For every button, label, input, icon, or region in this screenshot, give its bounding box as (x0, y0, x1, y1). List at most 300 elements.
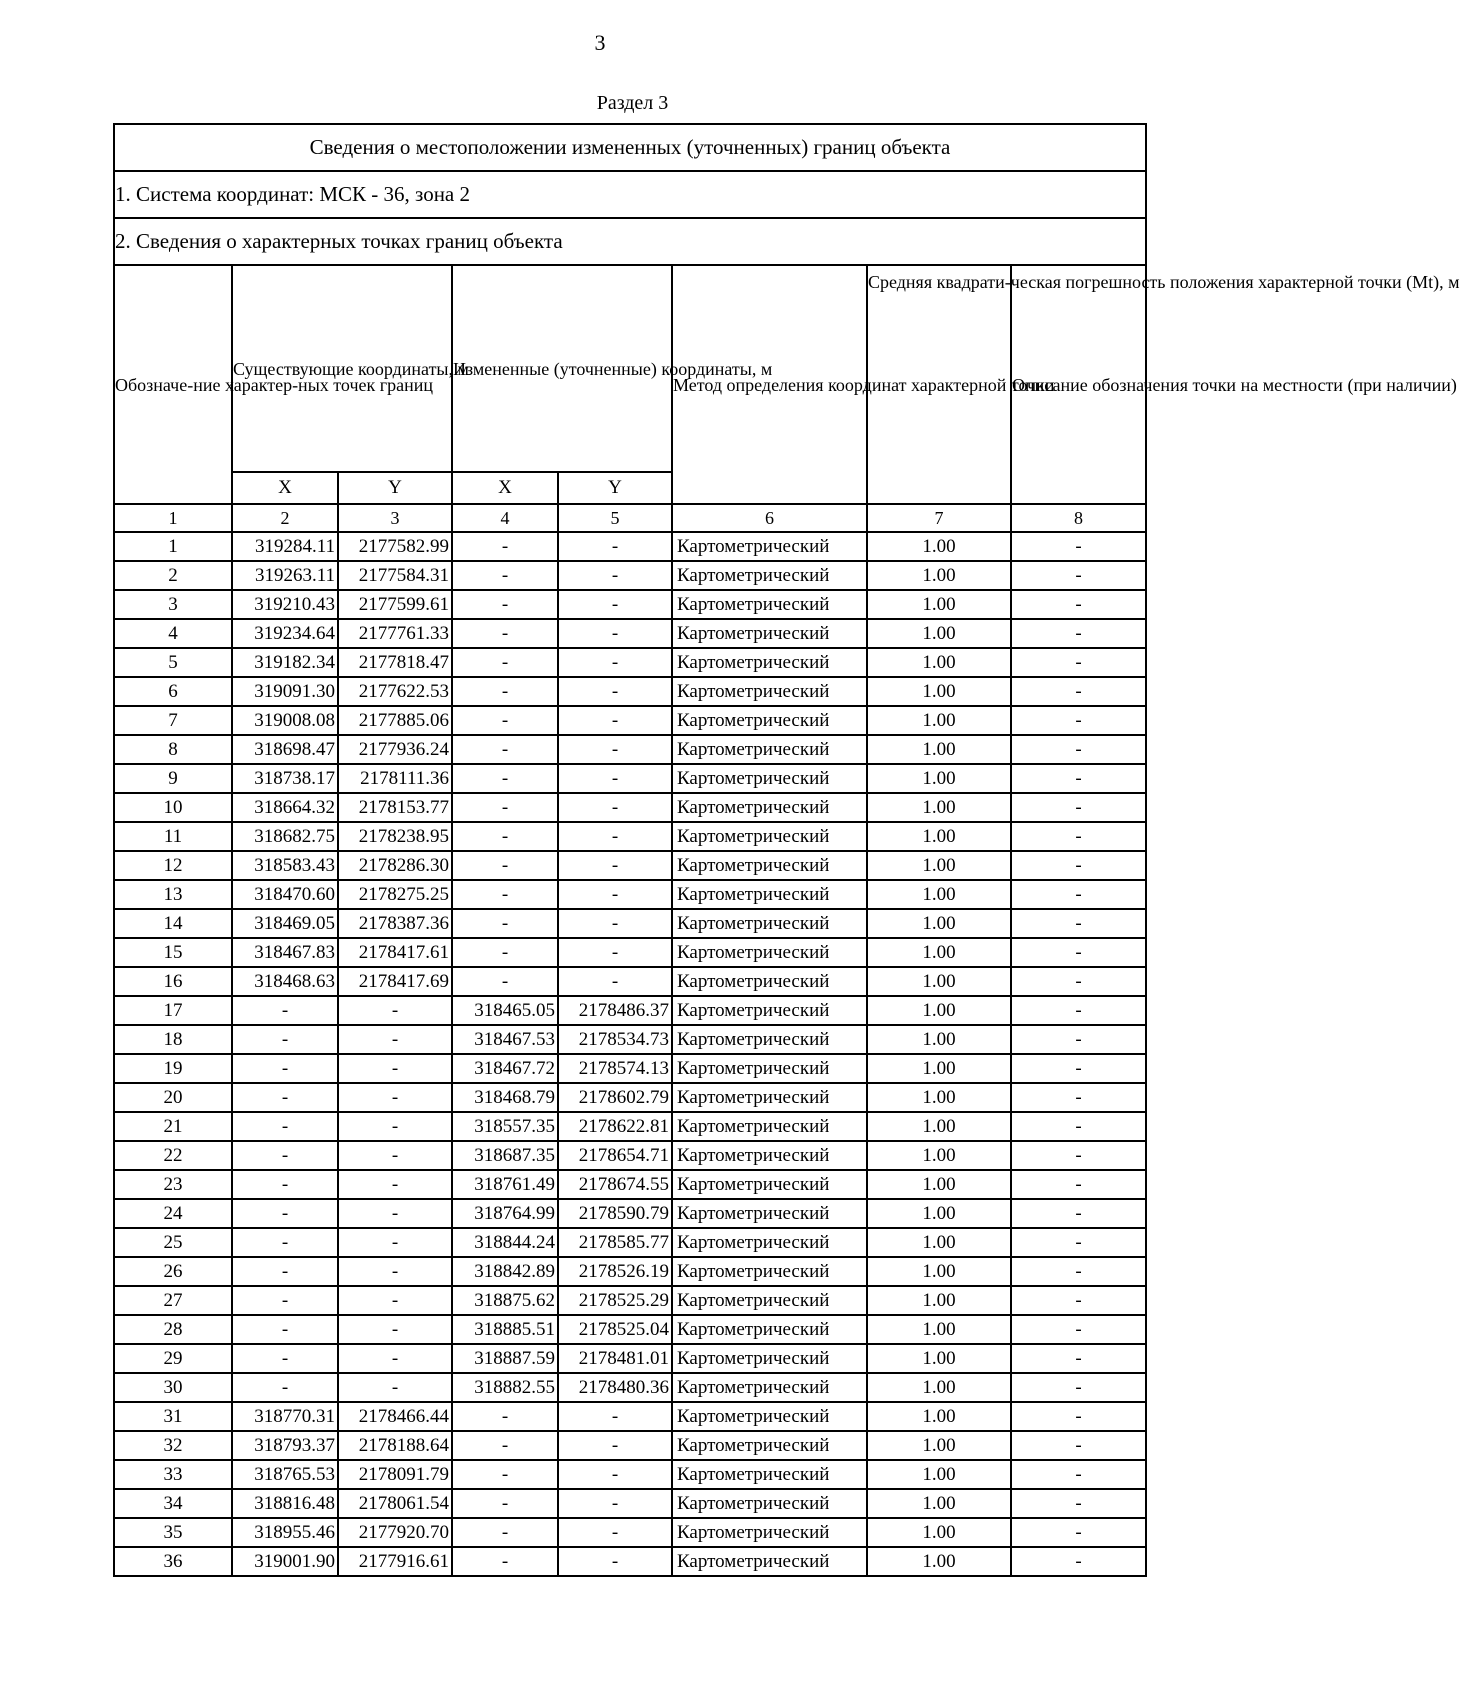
changed-x: - (452, 880, 558, 909)
table-row (114, 1518, 1146, 1547)
table-row (114, 1141, 1146, 1170)
point-number: 35 (114, 1518, 232, 1547)
point-number: 6 (114, 677, 232, 706)
changed-y: - (558, 648, 672, 677)
column-number: 3 (338, 504, 452, 532)
changed-x: - (452, 1547, 558, 1576)
changed-x: - (452, 532, 558, 561)
point-number: 32 (114, 1431, 232, 1460)
existing-x: 318470.60 (232, 880, 338, 909)
method: Картометрический (672, 1199, 867, 1228)
point-description: - (1011, 532, 1146, 561)
changed-y: 2178590.79 (558, 1199, 672, 1228)
point-number: 25 (114, 1228, 232, 1257)
changed-y: 2178526.19 (558, 1257, 672, 1286)
changed-y: - (558, 851, 672, 880)
changed-x: 318468.79 (452, 1083, 558, 1112)
existing-x: 319001.90 (232, 1547, 338, 1576)
point-description: - (1011, 677, 1146, 706)
mean-square-error: 1.00 (867, 851, 1011, 880)
point-number: 5 (114, 648, 232, 677)
point-number: 16 (114, 967, 232, 996)
existing-y: - (338, 1344, 452, 1373)
existing-y: - (338, 1025, 452, 1054)
changed-x: - (452, 793, 558, 822)
method: Картометрический (672, 1286, 867, 1315)
table-row (114, 996, 1146, 1025)
point-number: 1 (114, 532, 232, 561)
existing-x: 318467.83 (232, 938, 338, 967)
table-row (114, 880, 1146, 909)
mean-square-error: 1.00 (867, 880, 1011, 909)
existing-y: 2177916.61 (338, 1547, 452, 1576)
point-number: 18 (114, 1025, 232, 1054)
table-row (114, 1431, 1146, 1460)
method: Картометрический (672, 1141, 867, 1170)
point-number: 8 (114, 735, 232, 764)
point-number: 22 (114, 1141, 232, 1170)
changed-y: 2178525.29 (558, 1286, 672, 1315)
existing-y: - (338, 1315, 452, 1344)
changed-y: - (558, 619, 672, 648)
changed-x: - (452, 590, 558, 619)
existing-x: 318682.75 (232, 822, 338, 851)
existing-y: - (338, 1141, 452, 1170)
method: Картометрический (672, 1315, 867, 1344)
point-description: - (1011, 880, 1146, 909)
method: Картометрический (672, 706, 867, 735)
changed-x: - (452, 1402, 558, 1431)
changed-y: 2178480.36 (558, 1373, 672, 1402)
point-description: - (1011, 764, 1146, 793)
header-changed-y: Y (558, 472, 672, 504)
mean-square-error: 1.00 (867, 648, 1011, 677)
point-number: 13 (114, 880, 232, 909)
changed-x: 318467.72 (452, 1054, 558, 1083)
existing-x: - (232, 1373, 338, 1402)
existing-x: - (232, 1199, 338, 1228)
column-number: 1 (114, 504, 232, 532)
point-description: - (1011, 1373, 1146, 1402)
mean-square-error: 1.00 (867, 793, 1011, 822)
point-number: 27 (114, 1286, 232, 1315)
existing-y: 2177584.31 (338, 561, 452, 590)
method: Картометрический (672, 764, 867, 793)
changed-x: 318764.99 (452, 1199, 558, 1228)
method: Картометрический (672, 1460, 867, 1489)
changed-x: 318467.53 (452, 1025, 558, 1054)
existing-y: 2178091.79 (338, 1460, 452, 1489)
header-existing-coordinates: Существующие координаты, м (232, 265, 452, 472)
changed-y: - (558, 967, 672, 996)
changed-x: - (452, 967, 558, 996)
column-number: 2 (232, 504, 338, 532)
table-title: Сведения о местоположении измененных (уточненных) границ объекта (114, 124, 1146, 171)
mean-square-error: 1.00 (867, 1489, 1011, 1518)
existing-x: - (232, 1344, 338, 1373)
point-description: - (1011, 822, 1146, 851)
method: Картометрический (672, 1257, 867, 1286)
point-number: 3 (114, 590, 232, 619)
mean-square-error: 1.00 (867, 938, 1011, 967)
table-row (114, 1228, 1146, 1257)
header-mean-square-error: Средняя квадрати-ческая погрешность положения характерной точки (Mt), м (867, 265, 1011, 504)
point-description: - (1011, 1112, 1146, 1141)
mean-square-error: 1.00 (867, 1518, 1011, 1547)
changed-y: - (558, 1431, 672, 1460)
changed-y: - (558, 532, 672, 561)
existing-y: 2177599.61 (338, 590, 452, 619)
changed-x: - (452, 909, 558, 938)
coordinate-system: 1. Система координат: МСК - 36, зона 2 (114, 171, 1146, 218)
existing-y: 2177936.24 (338, 735, 452, 764)
changed-x: - (452, 938, 558, 967)
existing-y: 2177582.99 (338, 532, 452, 561)
method: Картометрический (672, 996, 867, 1025)
existing-y: 2178153.77 (338, 793, 452, 822)
point-number: 24 (114, 1199, 232, 1228)
changed-x: - (452, 1518, 558, 1547)
header-changed-coordinates: Измененные (уточненные) координаты, м (452, 265, 672, 472)
point-number: 29 (114, 1344, 232, 1373)
header-changed-x: X (452, 472, 558, 504)
mean-square-error: 1.00 (867, 1228, 1011, 1257)
table-row (114, 735, 1146, 764)
method: Картометрический (672, 619, 867, 648)
table-row (114, 648, 1146, 677)
method: Картометрический (672, 1431, 867, 1460)
column-number: 5 (558, 504, 672, 532)
method: Картометрический (672, 822, 867, 851)
mean-square-error: 1.00 (867, 909, 1011, 938)
boundary-points-table (113, 123, 1460, 1577)
existing-x: 318765.53 (232, 1460, 338, 1489)
points-heading: 2. Сведения о характерных точках границ объекта (114, 218, 1146, 265)
point-description: - (1011, 1228, 1146, 1257)
point-description: - (1011, 909, 1146, 938)
point-description: - (1011, 1054, 1146, 1083)
point-number: 21 (114, 1112, 232, 1141)
existing-x: 319210.43 (232, 590, 338, 619)
changed-y: 2178574.13 (558, 1054, 672, 1083)
table-row (114, 1373, 1146, 1402)
changed-x: - (452, 1431, 558, 1460)
existing-x: - (232, 1112, 338, 1141)
table-row (114, 1199, 1146, 1228)
changed-y: - (558, 706, 672, 735)
method: Картометрический (672, 938, 867, 967)
mean-square-error: 1.00 (867, 677, 1011, 706)
existing-y: - (338, 1257, 452, 1286)
table-row (114, 619, 1146, 648)
point-description: - (1011, 1286, 1146, 1315)
method: Картометрический (672, 1083, 867, 1112)
table-body (114, 532, 1146, 1576)
table-row (114, 1083, 1146, 1112)
point-description: - (1011, 1025, 1146, 1054)
table-row (114, 938, 1146, 967)
changed-y: - (558, 793, 672, 822)
point-description: - (1011, 590, 1146, 619)
existing-y: 2178466.44 (338, 1402, 452, 1431)
point-number: 23 (114, 1170, 232, 1199)
changed-y: 2178674.55 (558, 1170, 672, 1199)
changed-x: 318687.35 (452, 1141, 558, 1170)
changed-y: - (558, 1547, 672, 1576)
table-row (114, 967, 1146, 996)
point-description: - (1011, 648, 1146, 677)
changed-y: - (558, 938, 672, 967)
point-description: - (1011, 735, 1146, 764)
existing-y: - (338, 1373, 452, 1402)
point-description: - (1011, 1257, 1146, 1286)
point-number: 9 (114, 764, 232, 793)
changed-y: 2178622.81 (558, 1112, 672, 1141)
existing-x: - (232, 1141, 338, 1170)
mean-square-error: 1.00 (867, 1431, 1011, 1460)
mean-square-error: 1.00 (867, 1547, 1011, 1576)
method: Картометрический (672, 880, 867, 909)
point-number: 10 (114, 793, 232, 822)
point-description: - (1011, 1402, 1146, 1431)
point-description: - (1011, 1431, 1146, 1460)
existing-x: - (232, 1083, 338, 1112)
changed-x: - (452, 1489, 558, 1518)
existing-x: 319008.08 (232, 706, 338, 735)
point-description: - (1011, 1489, 1146, 1518)
changed-x: 318875.62 (452, 1286, 558, 1315)
point-number: 36 (114, 1547, 232, 1576)
table-row (114, 532, 1146, 561)
mean-square-error: 1.00 (867, 1286, 1011, 1315)
existing-x: 318816.48 (232, 1489, 338, 1518)
changed-y: - (558, 1402, 672, 1431)
column-numbers-row (114, 504, 1146, 532)
changed-y: 2178654.71 (558, 1141, 672, 1170)
changed-y: 2178486.37 (558, 996, 672, 1025)
existing-y: 2177885.06 (338, 706, 452, 735)
mean-square-error: 1.00 (867, 619, 1011, 648)
table-row (114, 851, 1146, 880)
existing-y: - (338, 1112, 452, 1141)
mean-square-error: 1.00 (867, 1402, 1011, 1431)
existing-x: 318738.17 (232, 764, 338, 793)
existing-y: - (338, 1286, 452, 1315)
method: Картометрический (672, 648, 867, 677)
mean-square-error: 1.00 (867, 1460, 1011, 1489)
existing-x: - (232, 1054, 338, 1083)
point-number: 7 (114, 706, 232, 735)
table-row (114, 1025, 1146, 1054)
changed-y: - (558, 764, 672, 793)
table-row (114, 1054, 1146, 1083)
existing-x: 318583.43 (232, 851, 338, 880)
point-number: 19 (114, 1054, 232, 1083)
existing-x: 319284.11 (232, 532, 338, 561)
method: Картометрический (672, 590, 867, 619)
table-row (114, 1402, 1146, 1431)
existing-y: 2178417.61 (338, 938, 452, 967)
method: Картометрический (672, 1054, 867, 1083)
mean-square-error: 1.00 (867, 822, 1011, 851)
point-description: - (1011, 706, 1146, 735)
existing-y: 2177622.53 (338, 677, 452, 706)
existing-y: 2178111.36 (338, 764, 452, 793)
point-number: 2 (114, 561, 232, 590)
mean-square-error: 1.00 (867, 532, 1011, 561)
existing-y: 2178188.64 (338, 1431, 452, 1460)
changed-y: - (558, 677, 672, 706)
point-description: - (1011, 1141, 1146, 1170)
changed-x: 318842.89 (452, 1257, 558, 1286)
changed-y: 2178585.77 (558, 1228, 672, 1257)
mean-square-error: 1.00 (867, 1083, 1011, 1112)
changed-x: - (452, 764, 558, 793)
mean-square-error: 1.00 (867, 1112, 1011, 1141)
existing-x: 319182.34 (232, 648, 338, 677)
method: Картометрический (672, 1489, 867, 1518)
changed-x: - (452, 677, 558, 706)
mean-square-error: 1.00 (867, 1315, 1011, 1344)
existing-y: 2177761.33 (338, 619, 452, 648)
table-row (114, 1112, 1146, 1141)
column-number: 6 (672, 504, 867, 532)
point-number: 11 (114, 822, 232, 851)
header-existing-y: Y (338, 472, 452, 504)
section-title: Раздел 3 (596, 92, 669, 114)
existing-x: - (232, 1228, 338, 1257)
changed-x: 318844.24 (452, 1228, 558, 1257)
changed-x: 318885.51 (452, 1315, 558, 1344)
existing-x: - (232, 1286, 338, 1315)
point-description: - (1011, 561, 1146, 590)
point-number: 30 (114, 1373, 232, 1402)
point-number: 4 (114, 619, 232, 648)
changed-x: - (452, 561, 558, 590)
method: Картометрический (672, 1112, 867, 1141)
table-row (114, 793, 1146, 822)
mean-square-error: 1.00 (867, 1170, 1011, 1199)
changed-x: - (452, 1460, 558, 1489)
changed-y: - (558, 735, 672, 764)
mean-square-error: 1.00 (867, 590, 1011, 619)
method: Картометрический (672, 561, 867, 590)
changed-x: 318887.59 (452, 1344, 558, 1373)
method: Картометрический (672, 1402, 867, 1431)
mean-square-error: 1.00 (867, 764, 1011, 793)
table-row (114, 1257, 1146, 1286)
point-description: - (1011, 996, 1146, 1025)
existing-x: - (232, 1025, 338, 1054)
changed-x: 318465.05 (452, 996, 558, 1025)
point-number: 14 (114, 909, 232, 938)
point-description: - (1011, 938, 1146, 967)
method: Картометрический (672, 735, 867, 764)
existing-y: - (338, 1083, 452, 1112)
mean-square-error: 1.00 (867, 967, 1011, 996)
existing-y: 2177818.47 (338, 648, 452, 677)
point-number: 34 (114, 1489, 232, 1518)
method: Картометрический (672, 677, 867, 706)
mean-square-error: 1.00 (867, 1344, 1011, 1373)
changed-y: - (558, 909, 672, 938)
header-existing-x: X (232, 472, 338, 504)
table-row (114, 677, 1146, 706)
mean-square-error: 1.00 (867, 735, 1011, 764)
existing-y: - (338, 1228, 452, 1257)
point-description: - (1011, 1170, 1146, 1199)
existing-y: - (338, 1054, 452, 1083)
method: Картометрический (672, 909, 867, 938)
existing-x: 318468.63 (232, 967, 338, 996)
point-description: - (1011, 1547, 1146, 1576)
existing-x: 318664.32 (232, 793, 338, 822)
method: Картометрический (672, 793, 867, 822)
existing-y: 2178387.36 (338, 909, 452, 938)
changed-y: - (558, 880, 672, 909)
changed-y: 2178481.01 (558, 1344, 672, 1373)
table-row (114, 1547, 1146, 1576)
method: Картометрический (672, 532, 867, 561)
column-number: 7 (867, 504, 1011, 532)
mean-square-error: 1.00 (867, 561, 1011, 590)
existing-y: 2178417.69 (338, 967, 452, 996)
table-row (114, 590, 1146, 619)
header-method: Метод определения координат характерной точки (672, 265, 867, 504)
existing-x: 319263.11 (232, 561, 338, 590)
existing-x: - (232, 996, 338, 1025)
method: Картометрический (672, 1344, 867, 1373)
method: Картометрический (672, 1025, 867, 1054)
mean-square-error: 1.00 (867, 706, 1011, 735)
point-description: - (1011, 1344, 1146, 1373)
table-row (114, 706, 1146, 735)
existing-y: - (338, 1170, 452, 1199)
column-number: 8 (1011, 504, 1146, 532)
changed-x: - (452, 851, 558, 880)
point-number: 12 (114, 851, 232, 880)
changed-y: - (558, 1460, 672, 1489)
point-number: 28 (114, 1315, 232, 1344)
point-description: - (1011, 1460, 1146, 1489)
method: Картометрический (672, 1228, 867, 1257)
existing-y: - (338, 996, 452, 1025)
mean-square-error: 1.00 (867, 1054, 1011, 1083)
table-row (114, 764, 1146, 793)
point-description: - (1011, 851, 1146, 880)
changed-y: - (558, 1489, 672, 1518)
mean-square-error: 1.00 (867, 1257, 1011, 1286)
point-description: - (1011, 1199, 1146, 1228)
existing-x: 319234.64 (232, 619, 338, 648)
point-number: 20 (114, 1083, 232, 1112)
changed-x: - (452, 619, 558, 648)
changed-y: 2178602.79 (558, 1083, 672, 1112)
point-number: 26 (114, 1257, 232, 1286)
method: Картометрический (672, 1518, 867, 1547)
column-number: 4 (452, 504, 558, 532)
changed-y: - (558, 822, 672, 851)
method: Картометрический (672, 967, 867, 996)
changed-x: - (452, 735, 558, 764)
existing-x: 319091.30 (232, 677, 338, 706)
existing-y: - (338, 1199, 452, 1228)
table-row (114, 1315, 1146, 1344)
method: Картометрический (672, 1170, 867, 1199)
existing-x: 318793.37 (232, 1431, 338, 1460)
point-description: - (1011, 1518, 1146, 1547)
changed-x: 318557.35 (452, 1112, 558, 1141)
